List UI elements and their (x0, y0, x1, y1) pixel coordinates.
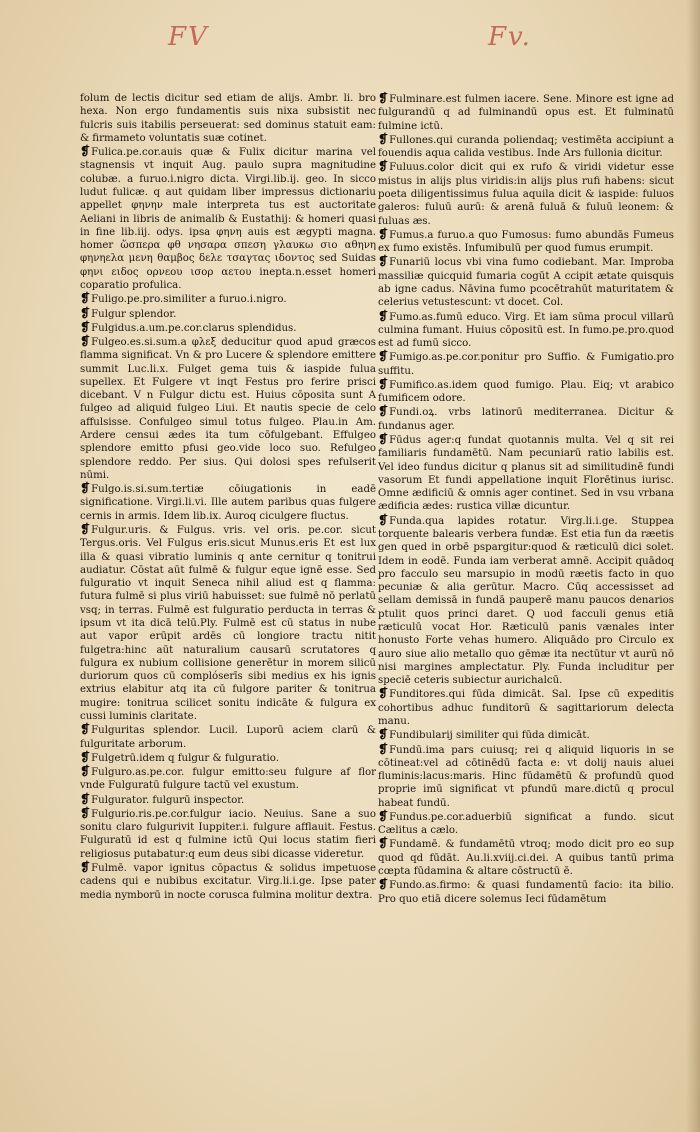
entry-text: Fulgurator. fulgurū inspector. (91, 794, 245, 806)
entry-text: Fulminare.est fulmen iacere. Sene. Minore est igne ad fulgurandū q ad fulminandū opus est. Et fulminatū fulmine ictū. (378, 94, 674, 132)
paragraph-mark-icon: ❡ (80, 805, 91, 820)
paragraph-mark-icon: ❡ (378, 808, 389, 823)
paragraph-mark-icon: ❡ (378, 686, 389, 701)
dictionary-entry (378, 743, 674, 810)
dictionary-entry (80, 335, 376, 482)
dictionary-entry (378, 810, 674, 838)
left-text-column (80, 92, 376, 1102)
entry-text: Fulgetrū.idem q fulgur & fulguratio. (91, 752, 279, 764)
entry-text: Fullones.qui curanda poliendaq; vestimēta accipiunt a fouendis aqua calida vestibus. Inde Ars fullonia dicitur. (378, 134, 674, 160)
paragraph-mark-icon: ❡ (80, 522, 91, 536)
paragraph-mark-icon: ❡ (80, 334, 91, 349)
dictionary-entry (80, 861, 376, 902)
dictionary-entry (80, 482, 376, 523)
paragraph-mark-icon: ❡ (80, 791, 91, 806)
dictionary-entry (80, 292, 376, 306)
dictionary-entry (378, 687, 674, 728)
dictionary-entry (80, 723, 376, 751)
paragraph-mark-icon: ❡ (80, 860, 91, 875)
entry-text: Fumigo.as.pe.cor.ponitur pro Suffio. & Fumigatio.pro suffitu. (378, 352, 674, 377)
paragraph-mark-icon: ❡ (80, 481, 91, 496)
entry-text: Fulguro.as.pe.cor. fulgur emitto:seu fulgure af flor vnde Fulguratū fulgure tactū vel exustum. (80, 767, 376, 792)
paragraph-mark-icon: ❡ (378, 131, 389, 146)
entry-text: Fulgo.is.si.sum.tertiæ cōiugationis in eadē significatione. Virgi.li.vi. Ille autem paribus quas fulgere cernis in armis. Idem lib.ix. Auroq ciculgere fluctus. (80, 484, 376, 522)
paragraph-mark-icon: ❡ (80, 722, 91, 737)
dictionary-entry (80, 523, 376, 723)
entry-text: Fumifico.as.idem quod fumigo. Plau. Eiq; vt arabico fumificem odore. (378, 379, 674, 405)
entry-text: Fuligo.pe.pro.similiter a furuo.i.nigro. (91, 294, 287, 306)
paragraph-mark-icon: ❡ (378, 349, 389, 364)
dictionary-entry (378, 228, 674, 256)
folio-mark-right: Fv. (488, 22, 532, 52)
entry-text: Fundi.oꝝ. vrbs latinorū mediterranea. Dicitur & fundanus ager. (378, 407, 674, 432)
entry-text: Fumus.a furuo.a quo Fumosus: fumo abundās Fumeus ex fumo existēs. Infumibulū per quod fumus erumpit. (378, 229, 674, 255)
paragraph-mark-icon: ❡ (80, 319, 91, 334)
paragraph-mark-icon: ❡ (378, 512, 389, 527)
entry-text: Fundibularij similiter qui fūda dimicāt. (389, 730, 590, 742)
paragraph-mark-icon: ❡ (378, 226, 389, 241)
entry-text: Fūdus ager:q fundat quotannis multa. Vel q sit rei familiaris fundamētū. Nam pecuniarū ratio labilis est. Vel ideo fundus dicitur q planus sit ad similitudinē fundi vasorum Et fundi appellatione inquit Florētinus iurisc. Omne ædificiū & omnis ager continet. Sed in vsu vrbana ædificia ædes: rustica villæ dicuntur. (378, 435, 674, 513)
page-edge-shadow (686, 0, 700, 1132)
dictionary-entry (80, 145, 376, 292)
dictionary-entry (378, 255, 674, 309)
paragraph-mark-icon: ❡ (378, 159, 389, 174)
entry-text: Funariū locus vbi vina fumo codiebant. Mar. Improba massiliæ quicquid fumaria cogūt A ccipit ætate quisquis ab igne cadus. Nāvina fumo pcocētrahūt maturitatem & celerius vetustescunt: vt docet. Col. (378, 257, 674, 309)
paragraph-mark-icon: ❡ (378, 432, 389, 447)
entry-text: Fulica.pe.cor.auis quæ & Fulix dicitur marina vel stagnensis vt inquit Aug. paulo supra magnitudine colubæ. a furuo.i.nigro dicta. Virgi.lib.ij. geo. In sicco ludut fulicæ. q aut quidam liber impressus dictionariu appellet φηνην male interpreta tus est auctoritate Aeliani in libris de animalib & Eustathij: & homeri quasi in fine lib.iij. odys. ipsa φηνη auis est ægypti magna. homer ὥσπερα φθ νησαρα σπεση γλαυκω σιο αθηνη φηνηελα μενη θαμβος δελε τσαγτας ιδοντος sed Suidas φηνι ειδος ορνεου ισορ αετου inepta.n.esset homeri coparatio profulica. (80, 147, 376, 291)
dictionary-entry (80, 807, 376, 861)
dictionary-entry (378, 878, 674, 906)
entry-text: Fulgur.uris. & Fulgus. vris. vel oris. pe.cor. sicut Tergus.oris. Vel Fulgus eris.sicut Munus.eris Et est lux illa & quasi vibratio luminis q ante cernitur q tonitrui audiatur. Cōstat aūt fulmē & fulgur eque ignē esse. Sed fulguratio vt inquit Seneca nihil aliud est q flamma: futura fulmē si plus viriū habuisset: sue fulmē nō perlatū vsq; in terras. Fulmē est fulguratio perducta in terras & ipsum vt ita dicā telū.Ply. Fulmē est cū status in nube aut vapor erūpit ardēs cū longiore tractu nitit fulgetra:hinc aūt naturalium causarū scrutatores q fulgura ex nubium collisione generētur in morem silicū duriorum quos cū complóserīs sibi medius ex his ignis extrius elabitur atq ita cū fulgore pariter & tonitrua mugire: tonitrua scilicet sonitu indicāte & fulgura ex cussi luminis claritate. (80, 525, 376, 722)
paragraph-mark-icon: ❡ (80, 749, 91, 764)
dictionary-entry (80, 92, 376, 145)
entry-text: Fumo.as.fumū educo. Virg. Et iam sūma procul villarū culmina fumant. Huius cōpositū est. In fumo.pe.pro.quod est ad fumū sicco. (378, 311, 674, 350)
dictionary-entry (378, 133, 674, 161)
dictionary-entry (80, 793, 376, 807)
entry-text: Fulmē. vapor ignitus cōpactus & solidus impetuose cadens qui e nubibus excitatur. Virg.li.i.ge. Ipse pater media nymborū in nocte corusca fulmina molitur dextra. (80, 863, 376, 901)
entry-text: Fundamē. & fundamētū vtroq; modo dicit pro eo sup quod qd fūdāt. Au.li.xviij.ci.dei. A quibus tantū prima cœpta fūdamina & altare cōstructū ē. (378, 839, 674, 878)
dictionary-entry (378, 433, 674, 514)
dictionary-entry (80, 307, 376, 321)
dictionary-entry (378, 350, 674, 378)
entry-text: folum de lectis dicitur sed etiam de alijs. Ambr. li. bro hexa. Non ergo fundamentis suis nixa subsistit nec fulcris suis itabilis perseuerat: sed dominus statuit eam: & firmameto voluntatis suæ cotinet. (80, 93, 376, 144)
dictionary-entry (378, 160, 674, 227)
paragraph-mark-icon: ❡ (80, 764, 91, 779)
dictionary-entry (378, 310, 674, 351)
paragraph-mark-icon: ❡ (80, 291, 91, 306)
paragraph-mark-icon: ❡ (378, 92, 389, 105)
entry-text: Fulgidus.a.um.pe.cor.clarus splendidus. (91, 322, 297, 334)
entry-text: Fulgeo.es.si.sum.a φλεξ deducitur quod apud græcos flamma significat. Vn & pro Lucere & splendore emittere summit Luc.li.x. Fulget gema tuis & iaspide fulua supellex. Et Fulgere vt inqt Festus pro ferire prisci dicebant. V n Fulgur dictu est. Huius cōposita sunt A fulgeo ad aliquid fulgeo Liui. Et nautis specie de celo affulsisse. Confulgeo simul totus fulgeo. Plau.in Am. Ardere censui ædes ita tum cōfulgebant. Effulgeo splendore emitto pfusi geo.vide loco suo. Refulgeo splendore reddo. Per sius. Qui dolosi spes refulserit nūmi. (80, 337, 376, 481)
paragraph-mark-icon: ❡ (378, 741, 389, 756)
dictionary-entry (378, 378, 674, 406)
paragraph-mark-icon: ❡ (378, 836, 389, 851)
paragraph-mark-icon: ❡ (378, 404, 389, 419)
entry-text: Funditores.qui fūda dimicāt. Sal. Ipse cū expeditis cohortibus adhuc funditorū & sagittariorum delecta manu. (378, 689, 674, 727)
dictionary-entry (378, 728, 674, 742)
entry-text: Fulgurio.ris.pe.cor.fulgur iacio. Neuius. Sane a suo sonitu claro fulgurivit Iuppiter.i. fulgure afflauit. Festus. Fulguratū id est q fulmine ictū Qui locus statim fieri religiosus putabatur:q eum deus sibi dicasse videretur. (80, 808, 376, 860)
entry-text: Funda.qua lapides rotatur. Virg.li.i.ge. Stuppea torquente balearis verbera fundæ. Est etia fun da ræetis gen qued in orbē pspargitur:quod & ræticulū dici solet. Idem in eodē. Funda iam verberat amnē. Accipit quādoq pro facculo seu marsupio in modū ræetis facto in quo pecuniæ & alia gerūtur. Macro. Cūq accessisset ad sellam demissā in fundā pauperē manu paucos denarios ptulit quos princi daret. Q uod facculi genus etiā ræticulū vocat Hor. Ræticulū panis vænales inter honusto Forte vehas humero. Aliquādo pro Circulo ex auro siue alio metallo quo gēmæ ita nectūtur vt aurū nō nisi margines amplectatur. Ply. Funda includitur per speciē ceteris subiectur aurichalcū. (378, 515, 674, 687)
paragraph-mark-icon: ❡ (378, 727, 389, 742)
entry-text: Fuluus.color dicit qui ex rufo & viridi videtur esse mistus in alijs plus viridis:in alijs plus rufi habens: sicut poeta diligentissimus fulua aquila dicit & iaspide: fuluos galeros: fuluū aurū: & arenā fuluā & fuluū leonem: & fuluas æs. (378, 162, 674, 227)
paragraph-mark-icon: ❡ (378, 376, 389, 391)
entry-text: Fundo.as.firmo: & quasi fundamentū facio: ita bilio. Pro quo etiā dicere solemus Ieci fūdamētum (378, 880, 674, 905)
folio-mark-left: FV (168, 22, 209, 52)
paragraph-mark-icon: ❡ (378, 254, 389, 269)
paragraph-mark-icon: ❡ (80, 144, 91, 159)
entry-text: Fulgur splendor. (91, 308, 177, 320)
dictionary-entry (378, 837, 674, 878)
dictionary-entry (80, 321, 376, 335)
dictionary-entry (80, 765, 376, 793)
dictionary-entry (80, 751, 376, 765)
dictionary-entry (378, 514, 674, 688)
entry-text: Fundus.pe.cor.aduerbiū significat a fundo. sicut Cælitus a cælo. (378, 811, 674, 837)
entry-text: Fundū.ima pars cuiusq; rei q aliquid liquoris in se cōtineat:vel ad cōtinēdū facta e: vt dolij nauis aluei fluminis:lacus:maris. Hinc fūdamētū & profundū quod proprie imū significat vt pfundū mare.dictū q procul habeat fundū. (378, 744, 674, 809)
paragraph-mark-icon: ❡ (378, 877, 389, 892)
dictionary-entry (378, 405, 674, 433)
dictionary-entry (378, 92, 674, 133)
entry-text: Fulguritas splendor. Lucil. Luporū aciem clarū & fulguritate arborum. (80, 725, 376, 750)
right-text-column (378, 92, 674, 1102)
paragraph-mark-icon: ❡ (80, 305, 91, 320)
paragraph-mark-icon: ❡ (378, 308, 389, 323)
